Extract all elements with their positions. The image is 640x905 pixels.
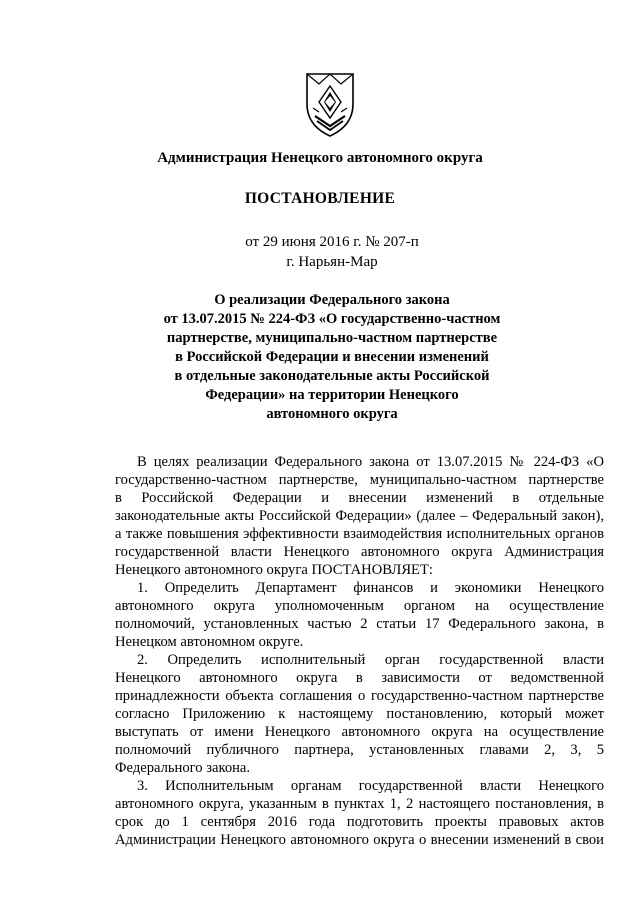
document-body <box>115 453 604 849</box>
body-line: Ненецком автономном округе. <box>115 634 304 650</box>
title-line: в Российской Федерации и внесении изменений <box>175 349 489 365</box>
title-line: автономного округа <box>266 406 398 422</box>
document-title <box>12 291 640 424</box>
body-line: полномочий публичного партнера, установленных главами 2, 3, 5 <box>115 742 604 758</box>
body-line: принадлежности объекта соглашения о государственно-частном партнерстве <box>115 688 604 704</box>
body-line: Федерального закона. <box>115 760 251 776</box>
body-line: а также повышения эффективности взаимодействия исполнительных органов <box>115 526 604 542</box>
body-line: срок до 1 сентября 2016 года подготовить проекты правовых актов <box>115 814 604 830</box>
body-line: в Российской Федерации и внесении изменений в отдельные <box>115 490 604 506</box>
title-line: в отдельные законодательные акты Российской <box>174 368 490 384</box>
body-line: автономного округа уполномоченным органом на осуществление <box>115 598 604 614</box>
body-line: государственной власти Ненецкого автономного округа Администрация <box>115 544 604 560</box>
body-line: Администрации Ненецкого автономного округа о внесении изменений в свои <box>115 832 604 848</box>
body-line: В целях реализации Федерального закона от 13.07.2015 № 224-ФЗ «О <box>137 454 604 470</box>
nenets-coat-of-arms-icon <box>301 68 359 138</box>
body-line: согласно Приложению к настоящему постановлению, который может <box>115 706 604 722</box>
document-type: ПОСТАНОВЛЕНИЕ <box>244 190 396 207</box>
document-place: г. Нарьян-Мар <box>286 254 378 270</box>
title-line: партнерстве, муниципально-частном партнерстве <box>166 330 498 346</box>
title-line: О реализации Федерального закона <box>214 292 450 308</box>
body-line: 3. Исполнительным органам государственной власти Ненецкого <box>137 778 604 794</box>
body-line: полномочий, установленных частью 2 статьи 17 Федерального закона, в <box>115 616 604 632</box>
body-line: Ненецкого автономного округа ПОСТАНОВЛЯЕТ: <box>115 562 433 578</box>
body-line: государственно-частном партнерстве, муниципально-частном партнерстве <box>115 472 604 488</box>
organization-name: Администрация Ненецкого автономного округа <box>157 150 483 166</box>
body-line: автономного округа, указанным в пунктах 1, 2 настоящего постановления, в <box>115 796 604 812</box>
title-line: от 13.07.2015 № 224-ФЗ «О государственно-частном <box>163 311 501 327</box>
body-line: Ненецкого автономного округа в зависимости от ведомственной <box>115 670 604 686</box>
body-line: 2. Определить исполнительный орган государственной власти <box>137 652 604 668</box>
document-date-number: от 29 июня 2016 г. № 207-п <box>245 234 419 250</box>
body-line: законодательные акты Российской Федерации» (далее – Федеральный закон), <box>115 508 604 524</box>
body-line: 1. Определить Департамент финансов и экономики Ненецкого <box>137 580 604 596</box>
title-line: Федерации» на территории Ненецкого <box>205 387 459 403</box>
body-line: выступать от имени Ненецкого автономного округа на осуществление <box>115 724 604 740</box>
